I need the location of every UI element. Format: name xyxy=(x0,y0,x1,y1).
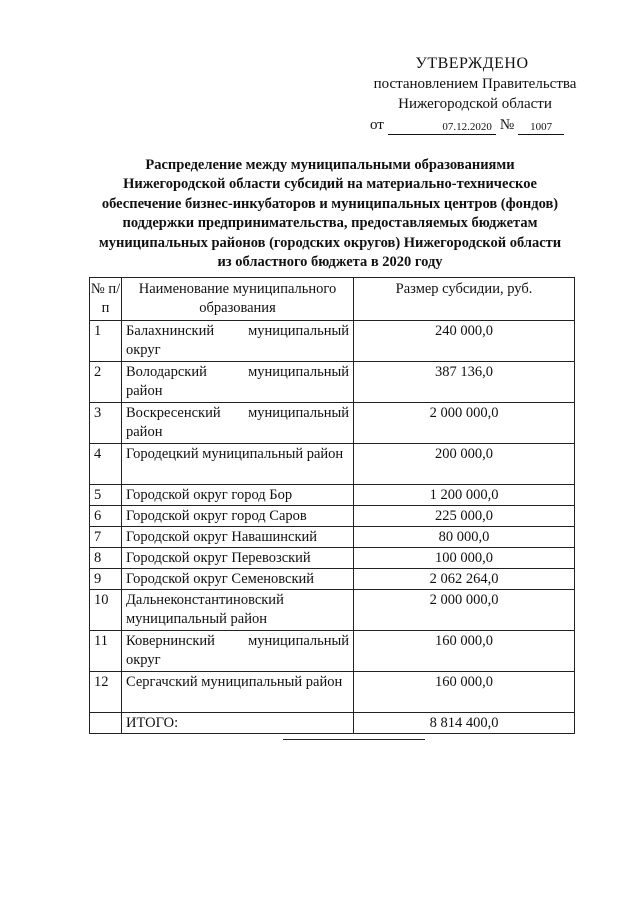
row-name: Ковернинский муниципальный округ xyxy=(122,631,354,672)
row-num: 9 xyxy=(90,569,122,590)
row-num: 7 xyxy=(90,527,122,548)
row-name: Володарский муниципальный район xyxy=(122,362,354,403)
row-amount: 100 000,0 xyxy=(354,548,575,569)
row-amount: 2 000 000,0 xyxy=(354,403,575,444)
heading-line-4: поддержки предпринимательства, предоставляемых бюджетам xyxy=(122,215,538,232)
table-row xyxy=(90,506,575,527)
row-num: 4 xyxy=(90,444,122,485)
table-row xyxy=(90,403,575,444)
approval-date-number xyxy=(370,115,580,135)
heading-line-6: из областного бюджета в 2020 году xyxy=(217,254,443,271)
header-num: № п/п xyxy=(90,278,122,321)
row-name: Городецкий муниципальный район xyxy=(122,444,354,485)
table-row xyxy=(90,527,575,548)
row-amount: 80 000,0 xyxy=(354,527,575,548)
document-heading xyxy=(80,156,580,272)
total-label: ИТОГО: xyxy=(122,713,354,734)
row-num: 6 xyxy=(90,506,122,527)
row-num: 3 xyxy=(90,403,122,444)
row-amount: 200 000,0 xyxy=(354,444,575,485)
heading-line-3: обеспечение бизнес-инкубаторов и муниципальных центров (фондов) xyxy=(101,195,559,212)
table-row xyxy=(90,485,575,506)
row-name: Городской округ город Саров xyxy=(122,506,354,527)
table-row xyxy=(90,362,575,403)
table-header-row xyxy=(90,278,575,321)
row-num: 10 xyxy=(90,590,122,631)
number-label: № xyxy=(499,117,515,133)
header-name: Наименование муниципального образования xyxy=(122,278,354,321)
row-amount: 387 136,0 xyxy=(354,362,575,403)
row-amount: 240 000,0 xyxy=(354,321,575,362)
row-name: Городской округ Навашинский xyxy=(122,527,354,548)
approval-line-2: Нижегородской области xyxy=(398,96,552,112)
closing-divider xyxy=(283,739,425,740)
row-amount: 160 000,0 xyxy=(354,672,575,713)
table-row xyxy=(90,569,575,590)
approval-line-1: постановлением Правительства xyxy=(373,76,577,92)
table-row xyxy=(90,321,575,362)
resolution-number: 1007 xyxy=(518,121,564,135)
table-row xyxy=(90,631,575,672)
row-num: 1 xyxy=(90,321,122,362)
row-amount: 2 000 000,0 xyxy=(354,590,575,631)
heading-line-2: Нижегородской области субсидий на материально-техническое xyxy=(123,176,537,193)
row-num: 8 xyxy=(90,548,122,569)
approval-stamp xyxy=(370,54,580,135)
row-num: 11 xyxy=(90,631,122,672)
row-name: Городской округ Перевозский xyxy=(122,548,354,569)
from-label: от xyxy=(370,117,384,133)
row-amount: 225 000,0 xyxy=(354,506,575,527)
row-name: Дальнеконстантиновский муниципальный район xyxy=(122,590,354,631)
approval-title: УТВЕРЖДЕНО xyxy=(415,55,529,72)
total-row xyxy=(90,713,575,734)
row-num: 5 xyxy=(90,485,122,506)
table-row xyxy=(90,444,575,485)
total-amount: 8 814 400,0 xyxy=(354,713,575,734)
total-num-empty xyxy=(90,713,122,734)
row-amount: 160 000,0 xyxy=(354,631,575,672)
subsidy-table xyxy=(89,277,575,734)
row-name: Сергачский муниципальный район xyxy=(122,672,354,713)
row-amount: 1 200 000,0 xyxy=(354,485,575,506)
row-name: Городской округ Семеновский xyxy=(122,569,354,590)
heading-line-5: муниципальных районов (городских округов) Нижегородской области xyxy=(98,234,562,251)
heading-line-1: Распределение между муниципальными образованиями xyxy=(145,157,515,173)
row-num: 12 xyxy=(90,672,122,713)
row-amount: 2 062 264,0 xyxy=(354,569,575,590)
resolution-date: 07.12.2020 xyxy=(388,121,496,135)
header-amount: Размер субсидии, руб. xyxy=(354,278,575,321)
table-row xyxy=(90,590,575,631)
row-name: Воскресенский муниципальный район xyxy=(122,403,354,444)
row-name: Городской округ город Бор xyxy=(122,485,354,506)
table-row xyxy=(90,672,575,713)
table-row xyxy=(90,548,575,569)
row-num: 2 xyxy=(90,362,122,403)
row-name: Балахнинский муниципальный округ xyxy=(122,321,354,362)
